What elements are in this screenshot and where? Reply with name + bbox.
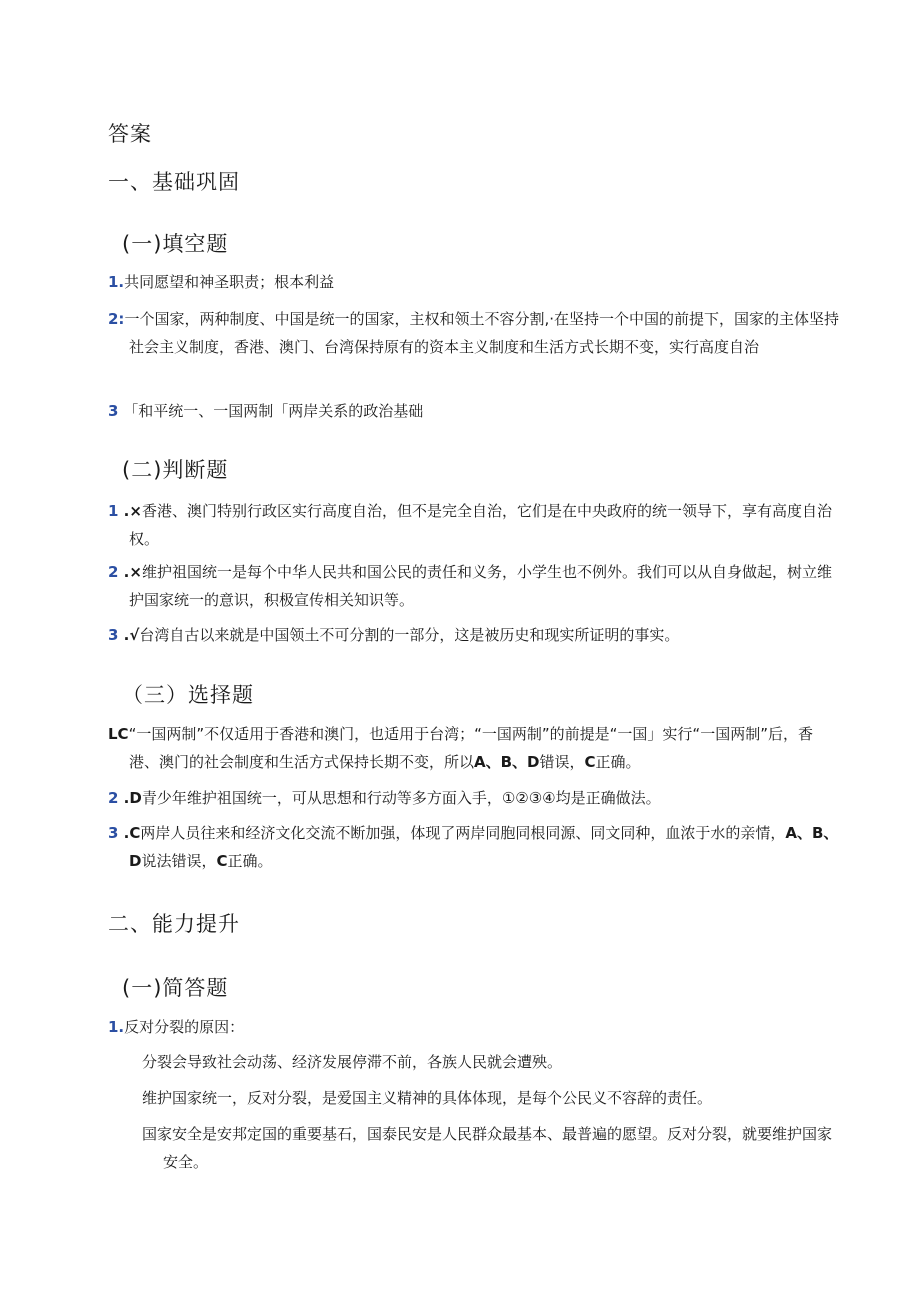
item-text: 一个国家，两种制度、中国是统一的国家，主权和领土不容分割,·在坚持一个中国的前提下，国家的主体坚持社会主义制度，香港、澳门、台湾保持原有的资本主义制度和生活方式长期不变，实行高度自治 xyxy=(124,310,839,356)
item-text: 台湾自古以来就是中国领土不可分割的一部分，这是被历史和现实所证明的事实。 xyxy=(139,626,680,644)
item-options: A、B、D xyxy=(474,753,540,771)
item-text: 香港、澳门特别行政区实行高度自治，但不是完全自治，它们是在中央政府的统一领导下，享有高度自治权。 xyxy=(129,502,832,548)
judge-item-2 xyxy=(108,558,841,614)
item-number: 3 xyxy=(108,402,119,420)
item-mark: .C xyxy=(118,824,141,842)
item-text-end: 正确。 xyxy=(227,852,273,870)
item-number: 2: xyxy=(108,310,125,328)
item-number: 1. xyxy=(108,273,125,291)
subsection-heading-choice: （三）选择题 xyxy=(122,683,254,707)
item-number: 2 xyxy=(108,563,119,581)
item-text: 共同愿望和神圣职责；根本利益 xyxy=(124,273,335,291)
item-mark: .√ xyxy=(118,626,140,644)
fill-item-1 xyxy=(108,268,820,296)
item-number: 2 xyxy=(108,789,119,807)
fill-item-3 xyxy=(108,397,820,425)
item-text-tail: 说法错误， xyxy=(141,852,217,870)
choice-item-1 xyxy=(108,720,841,776)
subsection-heading-fill: (一)填空题 xyxy=(122,232,229,256)
item-text-end: 正确。 xyxy=(595,753,641,771)
item-text: “一国两制”不仅适用于香港和澳门，也适用于台湾；“一国两制”的前提是“一国」实行“一国两制”后，香港、澳门的社会制度和生活方式保持长期不变，所以 xyxy=(128,725,813,771)
short-sub-point-1: 分裂会导致社会动荡、经济发展停滞不前，各族人民就会遭殃。 xyxy=(142,1053,563,1071)
document-title: 答案 xyxy=(108,122,152,146)
short-sub-point-3: 国家安全是安邦定国的重要基石，国泰民安是人民群众最基本、最普遍的愿望。反对分裂，就要维护国家安全。 xyxy=(142,1125,833,1171)
item-mark: .× xyxy=(118,502,142,520)
section-heading-ability: 二、能力提升 xyxy=(108,912,240,936)
item-options: A、B、D xyxy=(129,824,839,870)
item-text: 反对分裂的原因： xyxy=(124,1018,245,1036)
short-item-1 xyxy=(108,1013,820,1041)
item-text: 维护祖国统一是每个中华人民共和国公民的责任和义务，小学生也不例外。我们可以从自身做起，树立维护国家统一的意识，积极宣传相关知识等。 xyxy=(129,563,832,609)
fill-item-2 xyxy=(108,305,841,361)
item-answer: C xyxy=(216,852,228,870)
subsection-heading-judge: (二)判断题 xyxy=(122,458,229,482)
choice-item-2 xyxy=(108,784,841,812)
item-number: 3 xyxy=(108,824,119,842)
short-sub-point-2: 维护国家统一，反对分裂，是爱国主义精神的具体体现，是每个公民义不容辞的责任。 xyxy=(142,1089,713,1107)
subsection-heading-short: (一)简答题 xyxy=(122,976,229,1000)
item-text-tail: 错误， xyxy=(539,753,585,771)
section-heading-basic: 一、基础巩固 xyxy=(108,170,240,194)
choice-item-3 xyxy=(108,819,841,875)
item-number: 3 xyxy=(108,626,119,644)
judge-item-3 xyxy=(108,621,841,649)
item-number: 1. xyxy=(108,1018,125,1036)
item-number: LC xyxy=(108,725,129,743)
item-text: 两岸人员往来和经济文化交流不断加强，体现了两岸同胞同根同源、同文同种，血浓于水的亲情， xyxy=(140,824,786,842)
item-number: 1 xyxy=(108,502,119,520)
item-text: 「和平统一、一国两制「两岸关系的政治基础 xyxy=(123,402,424,420)
item-mark: .× xyxy=(118,563,142,581)
item-text: 青少年维护祖国统一，可从思想和行动等多方面入手，①②③④均是正确做法。 xyxy=(141,789,661,807)
item-mark: .D xyxy=(118,789,142,807)
item-answer: C xyxy=(584,753,596,771)
judge-item-1 xyxy=(108,497,841,553)
